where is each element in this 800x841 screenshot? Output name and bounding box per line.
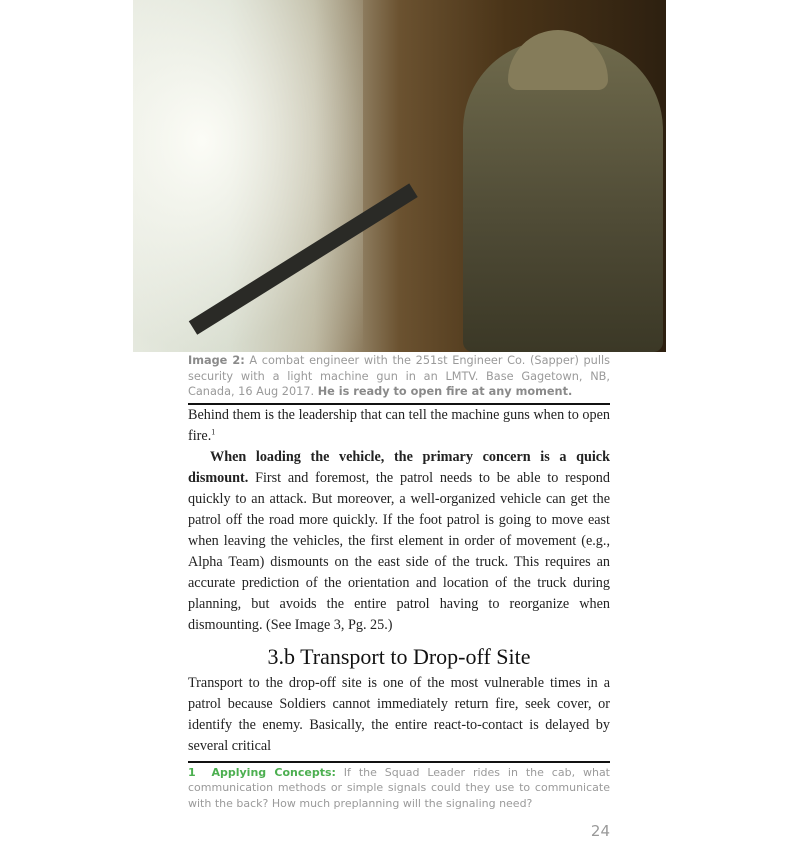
section-heading: 3.b Transport to Drop-off Site [267, 643, 531, 669]
paragraph-2-text: First and foremost, the patrol needs to be able to respond quickly to an attack. But moreover, a well-organized vehicle can get the patrol off the road more quickly. If the foot patrol is going to move east when leaving the vehicles, the first element in order of movement (e.g., Alpha Team) dismounts on the east side of the truck. This requires an accurate prediction of the orientation and location of the truck during planning, but avoids the entire patrol having to reorganize when dismounting. (See Image 3, Pg. 25.) [188, 469, 610, 634]
footnote-ref[interactable]: 1 [211, 426, 216, 436]
footnote-text: If the Squad Leader rides in the cab, what communication methods or simple signals could they use to communicate with the back? How much preplanning will the signaling need? [188, 765, 610, 810]
paragraph-1-text: Behind them is the leadership that can tell the machine guns when to open fire. [188, 406, 610, 444]
footnote-divider [188, 761, 610, 763]
page-content [188, 353, 610, 841]
caption-label: Image 2: [188, 354, 245, 367]
paragraph-3: Transport to the drop-off site is one of the most vulnerable times in a patrol because Soldiers cannot immediately return fire, seek cover, or identify the enemy. Basically, the entire react-to-contact is delayed by several critical [188, 674, 610, 754]
caption-text: A combat engineer with the 251st Engineer Co. (Sapper) pulls security with a light machine gun in an LMTV. Base Gagetown, NB, Canada, 16 Aug 2017. [188, 354, 610, 398]
footnote [188, 765, 610, 812]
soldier-photo [133, 0, 666, 352]
body-text [188, 405, 610, 637]
footnote-label: Applying Concepts: [211, 765, 336, 779]
paragraph-2 [188, 447, 610, 637]
body-text-2 [188, 673, 610, 757]
page-number: 24 [590, 822, 610, 841]
image-caption [188, 353, 610, 400]
photo-helmet [508, 30, 608, 90]
paragraph-1 [188, 405, 610, 447]
footnote-number: 1 [188, 765, 196, 779]
paragraph-2-bold: When loading the vehicle, the primary concern is a quick dismount. [188, 448, 610, 486]
caption-bold: He is ready to open fire at any moment. [317, 385, 573, 398]
